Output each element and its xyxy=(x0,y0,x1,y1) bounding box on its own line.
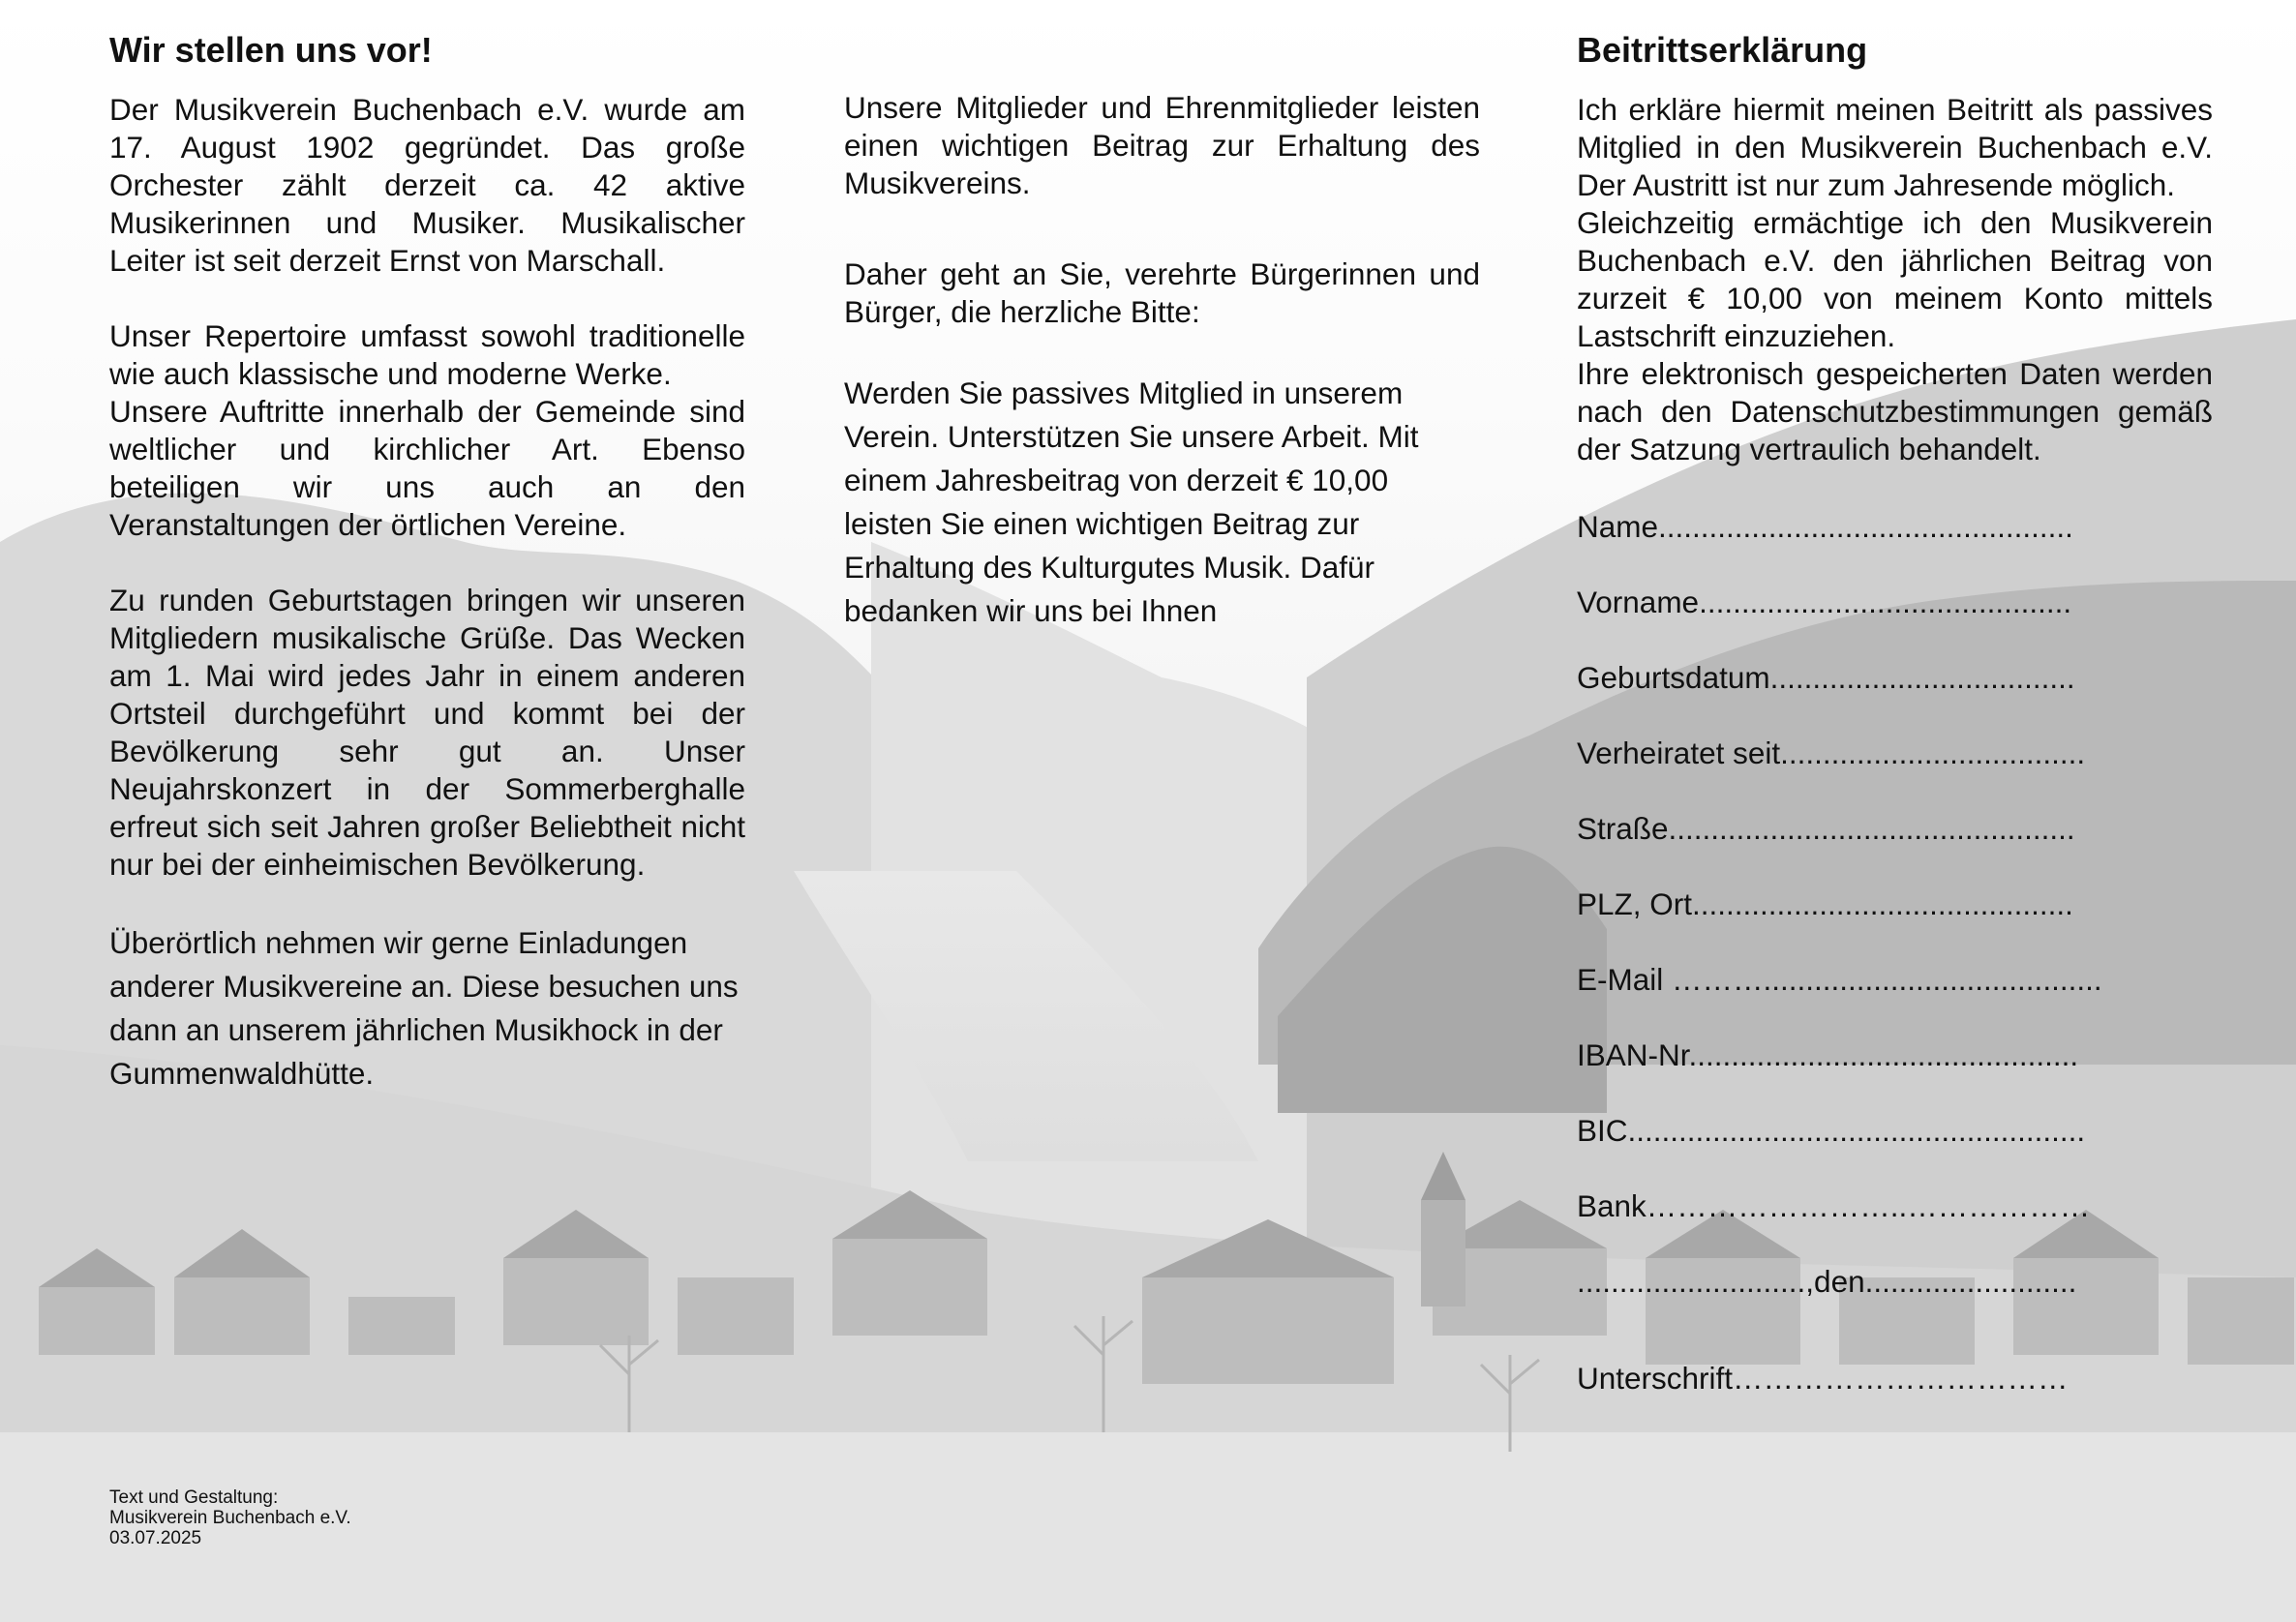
appeal-column xyxy=(844,89,1480,633)
form-direct-debit: Gleichzeitig ermächtige ich den Musikverein Buchenbach e.V. den jährlichen Beitrag von zurzeit € 10,00 von meinem Konto mittels Lastschrift einzuziehen. xyxy=(1577,205,2213,353)
form-title: Beitrittserklärung xyxy=(1577,30,1868,70)
intro-paragraph-5: Überörtlich nehmen wir gerne Einladungen anderer Musikvereine an. Diese besuchen uns dann an unserem jährlichen Musikhock in der Gummenwaldhütte. xyxy=(109,925,739,1091)
appeal-paragraph-3: Werden Sie passives Mitglied in unserem Verein. Unterstützen Sie unsere Arbeit. Mit einem Jahresbeitrag von derzeit € 10,00 leisten Sie einen wichtigen Beitrag zur Erhaltung des Kulturgutes Musik. Dafür bedanken wir uns bei Ihnen xyxy=(844,375,1419,628)
field-unterschrift[interactable]: Unterschrift…………………………… xyxy=(1577,1361,2069,1396)
field-strasse[interactable]: Straße................................................ xyxy=(1577,811,2075,846)
credit-note xyxy=(109,1487,351,1548)
field-geburtsdatum[interactable]: Geburtsdatum.................................... xyxy=(1577,660,2075,695)
field-name[interactable]: Name................................................. xyxy=(1577,509,2073,544)
intro-paragraph-1: Der Musikverein Buchenbach e.V. wurde am 17. August 1902 gegründet. Das große Orchester zählt derzeit ca. 42 aktive Musikerinnen und Musiker. Musikalischer Leiter ist seit derzeit Ernst von Marschall. xyxy=(109,92,745,278)
field-bank[interactable]: Bank……………………..……………… xyxy=(1577,1188,2091,1223)
field-bic[interactable]: BIC...................................................... xyxy=(1577,1113,2086,1148)
appeal-paragraph-1: Unsere Mitglieder und Ehrenmitglieder leisten einen wichtigen Beitrag zur Erhaltung des Musikvereins. xyxy=(844,90,1480,200)
intro-column xyxy=(109,27,745,1096)
intro-paragraph-3: Unsere Auftritte innerhalb der Gemeinde sind weltlicher und kirchlicher Art. Ebenso beteiligen wir uns auch an den Veranstaltungen der örtlichen Vereine. xyxy=(109,394,745,542)
form-declaration: Ich erkläre hiermit meinen Beitritt als passives Mitglied in den Musikverein Buchenbach e.V. Der Austritt ist nur zum Jahresende möglich. xyxy=(1577,92,2213,202)
form-privacy: Ihre elektronisch gespeicherten Daten werden nach den Datenschutzbestimmungen gemäß der Satzung vertraulich behandelt. xyxy=(1577,356,2213,466)
appeal-paragraph-2: Daher geht an Sie, verehrte Bürgerinnen und Bürger, die herzliche Bitte: xyxy=(844,256,1480,329)
field-email[interactable]: E-Mail ………........................................ xyxy=(1577,962,2102,997)
credit-line-2: Musikverein Buchenbach e.V. xyxy=(109,1508,351,1528)
intro-paragraph-4: Zu runden Geburtstagen bringen wir unseren Mitgliedern musikalische Grüße. Das Wecken am 1. Mai wird jedes Jahr in einem anderen Ortsteil durchgeführt und kommt bei der Bevölkerung sehr gut an. Unser Neujahrskonzert in der Sommerberghalle erfreut sich seit Jahren großer Beliebtheit nicht nur bei der einheimischen Bevölkerung. xyxy=(109,583,745,882)
field-iban[interactable]: IBAN-Nr.............................................. xyxy=(1577,1037,2079,1072)
membership-form xyxy=(1577,27,2213,1397)
intro-paragraph-2: Unser Repertoire umfasst sowohl traditionelle wie auch klassische und moderne Werke. xyxy=(109,318,745,391)
intro-title: Wir stellen uns vor! xyxy=(109,30,433,70)
field-plz-ort[interactable]: PLZ, Ort............................................. xyxy=(1577,886,2073,921)
credit-line-3: 03.07.2025 xyxy=(109,1528,202,1548)
field-verheiratet-seit[interactable]: Verheiratet seit.................................... xyxy=(1577,736,2086,770)
field-ort-datum[interactable]: ...........................,den......................... xyxy=(1577,1264,2077,1299)
credit-line-1: Text und Gestaltung: xyxy=(109,1487,279,1508)
field-vorname[interactable]: Vorname............................................ xyxy=(1577,585,2072,619)
